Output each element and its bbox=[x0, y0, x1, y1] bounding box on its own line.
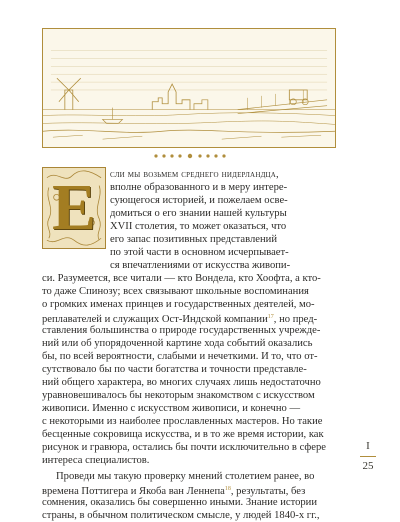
text-line: времена Поттигера и Якоба ван Леннепа bbox=[42, 486, 225, 497]
text-line: по этой части в основном исчерпывает- bbox=[110, 247, 289, 258]
text-line: Проведи мы такую проверку мнений столетием ранее, во bbox=[56, 471, 315, 482]
drop-cap-letter: Е bbox=[51, 171, 97, 244]
text-line: рисунок и гравюра, остались бы почти исключительно в сфере bbox=[42, 442, 326, 453]
text-line: вполне образованного и в меру интере- bbox=[110, 182, 288, 193]
chapter-number: I bbox=[366, 440, 370, 452]
text-line: бесценные сокровища искусства, и в то же время истории, как bbox=[42, 429, 324, 440]
text-line: ний или об упорядоченной картине хода событий оказались bbox=[42, 338, 313, 349]
footnote-ref[interactable]: 18 bbox=[224, 486, 231, 492]
text-line: XVII столетия, то может оказаться, что bbox=[110, 221, 287, 232]
footnote-ref[interactable]: 17 bbox=[267, 314, 274, 320]
page-number-rule bbox=[360, 456, 376, 457]
text-line: живописи. Именно с искусством живописи, и конечно — bbox=[42, 403, 301, 414]
text-line: то даже Спинозу; всех связывают школьные воспоминания bbox=[42, 286, 309, 297]
text-line: сомнения, оказались бы совершенно иными. Знание истории bbox=[42, 497, 318, 508]
text-line: ний общего характера, во многих случаях лишь недостаточно bbox=[42, 377, 321, 388]
text-line: сутствовало бы по части богатства и точности представле- bbox=[42, 364, 307, 375]
page-number: 25 bbox=[362, 460, 374, 472]
text-line: ставления большинства о природе государственных учрежде- bbox=[42, 325, 321, 336]
text-line: интереса специалистов. bbox=[42, 455, 150, 466]
text-line: сующегося историей, и пожелаем осве- bbox=[110, 195, 288, 206]
text-line-tail: , результаты, без bbox=[230, 486, 306, 497]
ornament-divider bbox=[150, 151, 230, 161]
text-line: домиться о его знании нашей культуры bbox=[110, 208, 287, 219]
text-line: бы, по всей вероятности, слабыми и нечеткими. И то, что от- bbox=[42, 351, 318, 362]
text-line: его запас позитивных представлений bbox=[110, 234, 277, 245]
drop-cap bbox=[42, 167, 106, 249]
text-line: страны, в обычном политическом смысле, у людей 1840-х гг., bbox=[42, 510, 320, 521]
first-line-text: сли мы возьмем среднего нидерландца, bbox=[110, 169, 279, 180]
text-line: о громких именах принцев и государственных деятелей, мо- bbox=[42, 299, 315, 310]
text-line: уравновешивалось бы некоторым знакомством с искусством bbox=[42, 390, 315, 401]
text-line-1 bbox=[110, 168, 279, 181]
text-line-tail: , но пред- bbox=[273, 314, 318, 325]
engraving-illustration bbox=[42, 28, 336, 148]
text-line: ся впечатлениями от искусства живопи- bbox=[110, 260, 291, 271]
text-line: с некоторыми из наиболее прославленных мастеров. Но такие bbox=[42, 416, 323, 427]
text-line: си. Разумеется, все читали — кто Вондела, кто Хоофта, а кто- bbox=[42, 273, 321, 284]
text-line: реплавателей и служащих Ост-Индской компании bbox=[42, 314, 268, 325]
